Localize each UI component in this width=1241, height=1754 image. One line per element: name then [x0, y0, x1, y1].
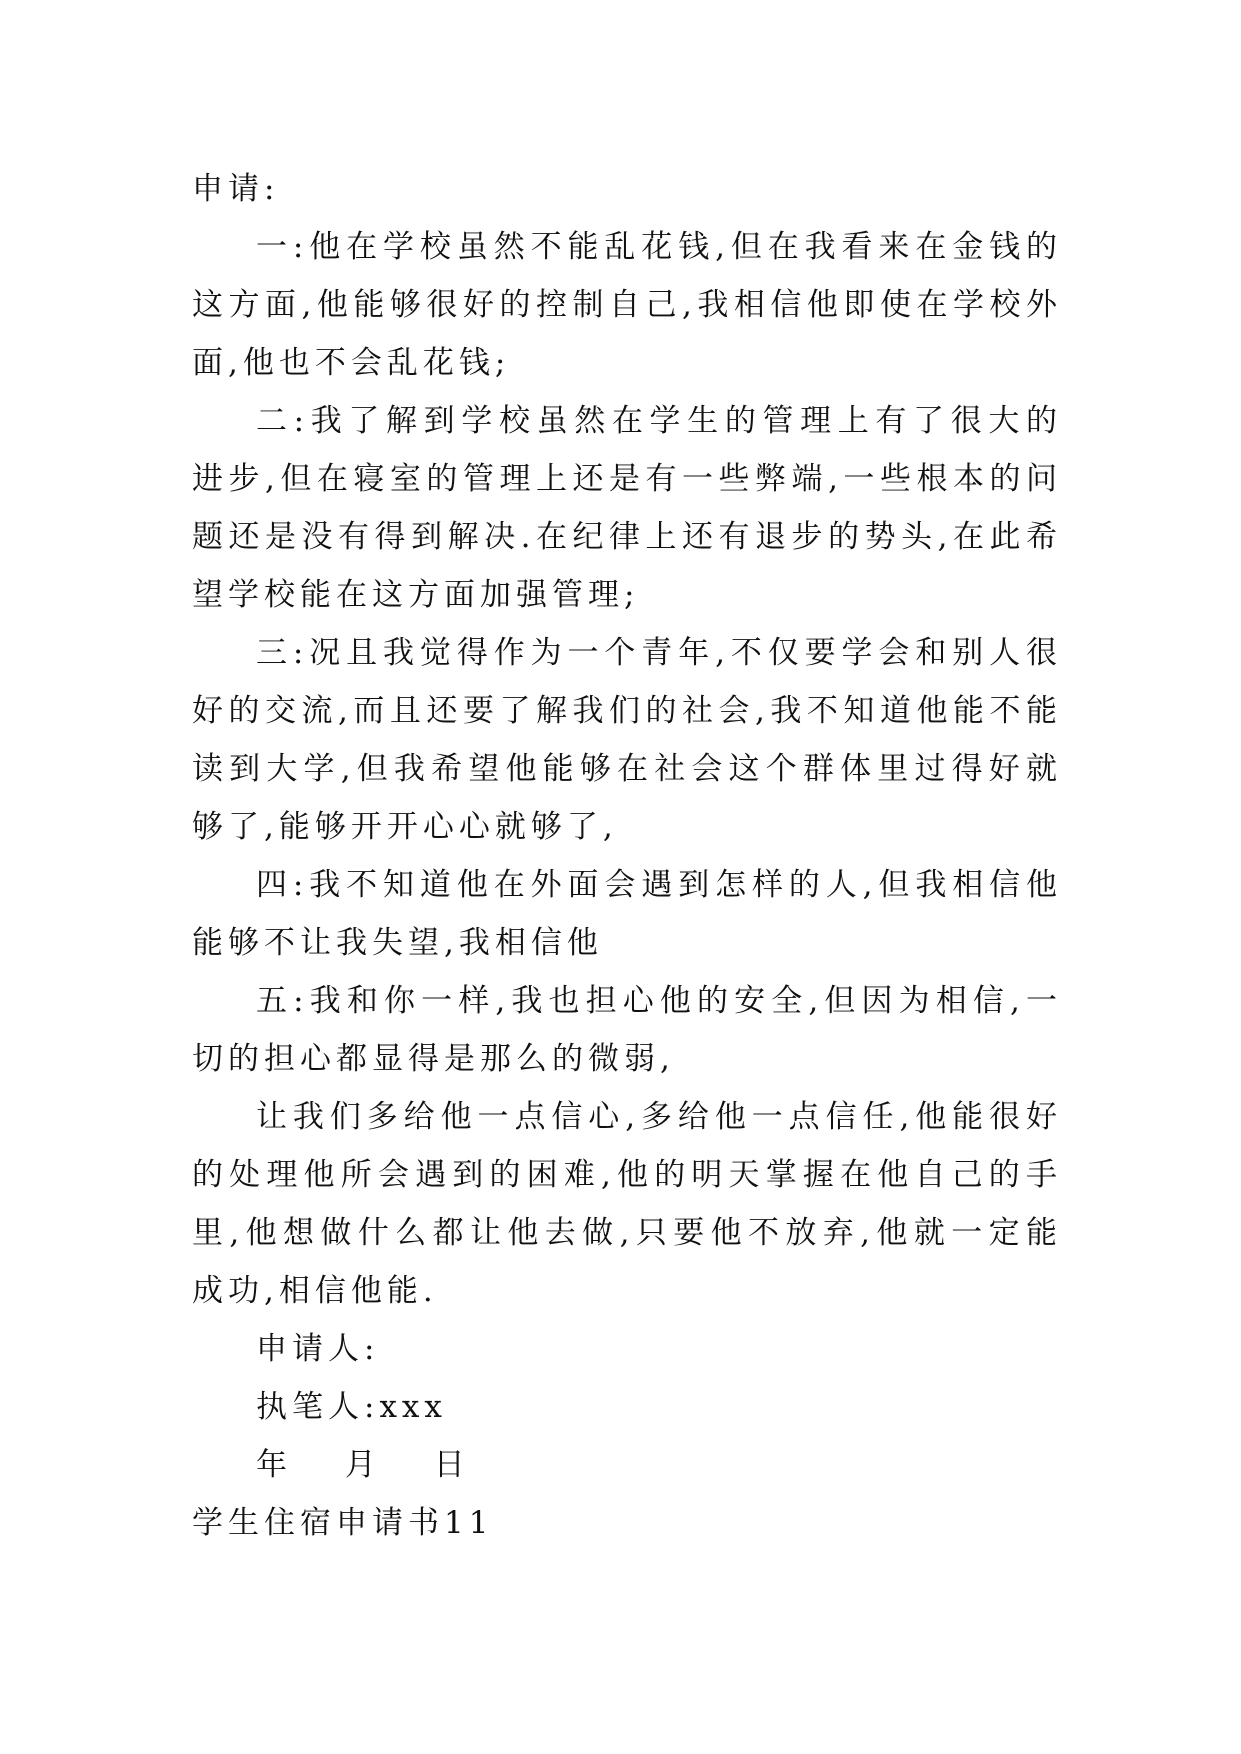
paragraph-3: 三:况且我觉得作为一个青年,不仅要学会和别人很好的交流,而且还要了解我们的社会,我不知道他能不能读到大学,但我希望他能够在社会这个群体里过得好就够了,能够开开心心就够了, — [192, 635, 1062, 845]
paragraph-1: 一:他在学校虽然不能乱花钱,但在我看来在金钱的这方面,他能够很好的控制自己,我相信他即使在学校外面,他也不会乱花钱; — [192, 229, 1062, 381]
paragraph-4: 四:我不知道他在外面会遇到怎样的人,但我相信他能够不让我失望,我相信他 — [192, 867, 1062, 961]
paragraph-5: 五:我和你一样,我也担心他的安全,但因为相信,一切的担心都显得是那么的微弱, — [192, 983, 1062, 1077]
heading-label: 申请: — [192, 171, 280, 207]
paragraph-6: 让我们多给他一点信心,多给他一点信任,他能很好的处理他所会遇到的困难,他的明天掌握在他自己的手里,他想做什么都让他去做,只要他不放弃,他就一定能成功,相信他能. — [192, 1099, 1062, 1309]
next-section-title: 学生住宿申请书11 — [192, 1505, 494, 1541]
paragraph-2: 二:我了解到学校虽然在学生的管理上有了很大的进步,但在寝室的管理上还是有一些弊端,一些根本的问题还是没有得到解决.在纪律上还有退步的势头,在此希望学校能在这方面加强管理; — [192, 403, 1062, 613]
writer-label: 执笔人:xxx — [256, 1389, 447, 1425]
applicant-label: 申请人: — [256, 1331, 380, 1367]
date-label: 年 月 日 — [256, 1447, 489, 1483]
document-body — [192, 160, 1062, 1552]
